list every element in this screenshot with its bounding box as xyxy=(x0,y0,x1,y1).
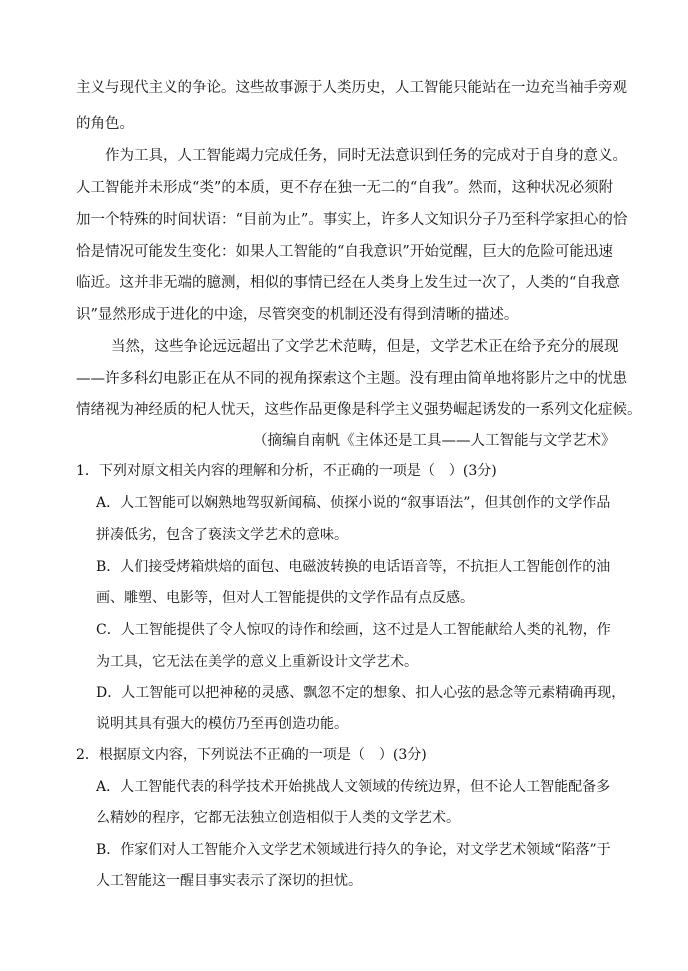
passage-line: 识”显然形成于进化的中途，尽管突变的机制还没有得到清晰的描述。 xyxy=(76,307,519,323)
source-citation: （摘编自南帆《主体还是工具——人工智能与文学艺术》 xyxy=(253,433,616,449)
option-d-line: D．人工智能可以把神秘的灵感、飘忽不定的想象、扣人心弦的悬念等元素精确再现， xyxy=(96,685,626,701)
question-stem: 2．根据原文内容，下列说法不正确的一项是（ ）(3分) xyxy=(76,747,427,763)
passage-line: 恰是情况可能发生变化：如果人工智能的“自我意识”开始觉醒，巨大的危险可能迅速 xyxy=(76,244,613,260)
passage-line: 的角色。 xyxy=(76,116,134,132)
option-b-line: B．人们接受烤箱烘焙的面包、电磁波转换的电话语音等，不抗拒人工智能创作的油 xyxy=(96,559,611,575)
option-c-line: C．人工智能提供了令人惊叹的诗作和绘画，这不过是人工智能献给人类的礼物，作 xyxy=(96,622,611,638)
option-a-line: 拼凑低劣，包含了亵渎文学艺术的意味。 xyxy=(96,527,348,543)
option-b-line: 画、雕塑、电影等，但对人工智能提供的文学作品有点反感。 xyxy=(96,590,474,606)
passage-line: 人工智能并未形成“类”的本质，更不存在独一无二的“自我”。然而，这种状况必须附 xyxy=(76,180,614,196)
passage-line: 情绪视为神经质的杞人忧天，这些作品更像是科学主义强势崛起诱发的一系列文化症候。 xyxy=(76,402,642,418)
question-stem: 1．下列对原文相关内容的理解和分析，不正确的一项是（ ）(3分) xyxy=(76,463,497,479)
passage-line: 主义与现代主义的争论。这些故事源于人类历史，人工智能只能站在一边充当袖手旁观 xyxy=(76,80,627,96)
option-a-line: A．人工智能可以娴熟地驾驭新闻稿、侦探小说的“叙事语法”，但其创作的文学作品 xyxy=(96,495,611,511)
passage-line: 作为工具，人工智能竭力完成任务，同时无法意识到任务的完成对于自身的意义。 xyxy=(105,148,627,164)
passage-line: ——许多科幻电影正在从不同的视角探索这个主题。没有理由简单地将影片之中的忧患 xyxy=(76,371,627,387)
option-a-line: A．人工智能代表的科学技术开始挑战人文领域的传统边界，但不论人工智能配备多 xyxy=(96,779,611,795)
passage-line: 临近。这并非无端的臆测，相似的事情已经在人类身上发生过一次了，人类的“自我意 xyxy=(76,275,620,291)
option-b-line: B．作家们对人工智能介入文学艺术领域进行持久的争论，对文学艺术领域“陷落”于 xyxy=(96,842,611,858)
option-b-line: 人工智能这一醒目事实表示了深切的担忧。 xyxy=(96,873,362,889)
option-d-line: 说明其具有强大的模仿乃至再创造功能。 xyxy=(96,716,348,732)
passage-line: 当然，这些争论远远超出了文学艺术范畴，但是，文学艺术正在给予充分的展现 xyxy=(111,339,619,355)
option-c-line: 为工具，它无法在美学的意义上重新设计文学艺术。 xyxy=(96,654,418,670)
passage-line: 加一个特殊的时间状语：“目前为止”。事实上，许多人文知识分子乃至科学家担心的恰 xyxy=(76,212,628,228)
option-a-line: 么精妙的程序，它都无法独立创造相似于人类的文学艺术。 xyxy=(96,810,460,826)
